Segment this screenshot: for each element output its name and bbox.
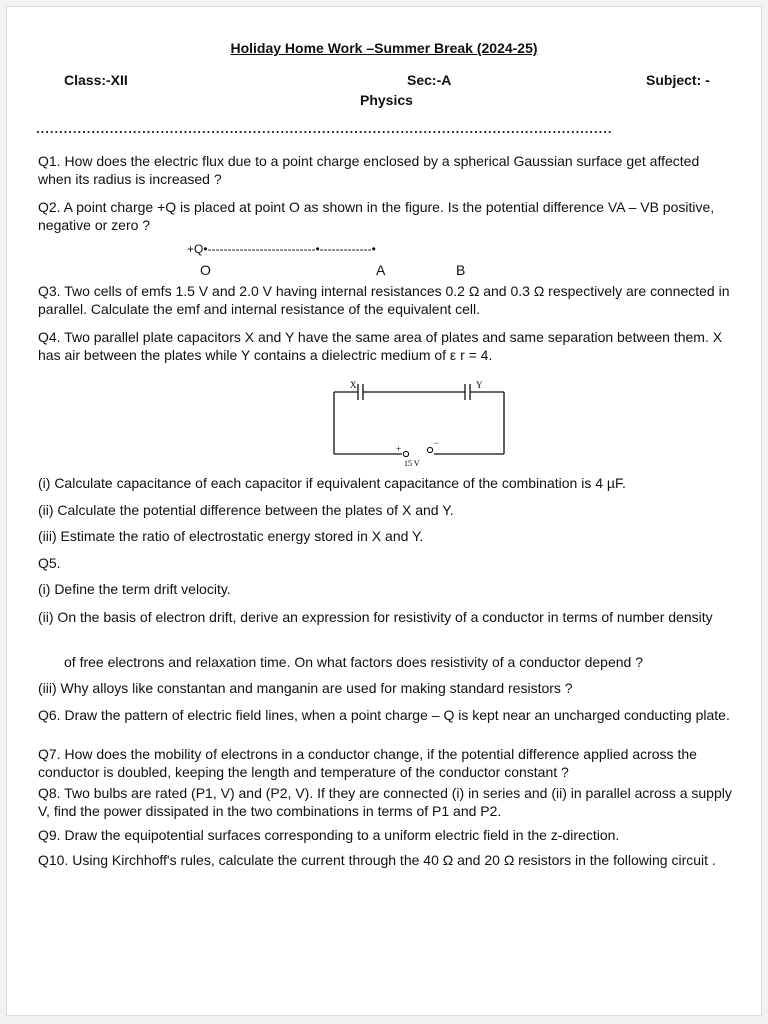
question-2: Q2. A point charge +Q is placed at point O as shown in the figure. Is the potential difference VA – VB positive, negative or zero ? bbox=[38, 199, 715, 233]
separator-line: ............................................................................................................................. bbox=[36, 121, 613, 136]
question-1: Q1. How does the electric flux due to a point charge enclosed by a spherical Gaussian surface get affected when its radius is increased ? bbox=[38, 153, 700, 187]
q5-part-2: (ii) On the basis of electron drift, derive an expression for resistivity of a conductor in terms of number density bbox=[38, 609, 713, 625]
worksheet-title: Holiday Home Work –Summer Break (2024-25) bbox=[230, 40, 538, 56]
q4-part-1: (i) Calculate capacitance of each capacitor if equivalent capacitance of the combination is 4 µF. bbox=[38, 475, 626, 491]
q4-terminal-positive bbox=[403, 451, 408, 456]
q4-circuit-diagram bbox=[330, 378, 510, 470]
subject-label: Subject: - bbox=[646, 72, 710, 88]
q5-part-2-continued: of free electrons and relaxation time. On what factors does resistivity of a conductor depend ? bbox=[64, 654, 643, 670]
q4-label-x: X bbox=[350, 380, 357, 390]
question-6: Q6. Draw the pattern of electric field lines, when a point charge – Q is kept near an uncharged conducting plate. bbox=[38, 707, 730, 723]
question-5: Q5. bbox=[38, 555, 61, 571]
question-8: Q8. Two bulbs are rated (P1, V) and (P2, V). If they are connected (i) in series and (ii) in parallel across a supply V, find the power dissipated in the two combinations in terms of P1 and P2. bbox=[38, 785, 732, 819]
subject-name: Physics bbox=[360, 92, 413, 108]
q4-part-3: (iii) Estimate the ratio of electrostatic energy stored in X and Y. bbox=[38, 528, 424, 544]
question-3: Q3. Two cells of emfs 1.5 V and 2.0 V having internal resistances 0.2 Ω and 0.3 Ω respectively are connected in parallel. Calculate the emf and internal resistance of the equivalent cell. bbox=[38, 283, 730, 317]
q5-part-3: (iii) Why alloys like constantan and manganin are used for making standard resistors ? bbox=[38, 680, 573, 696]
question-10: Q10. Using Kirchhoff's rules, calculate the current through the 40 Ω and 20 Ω resistors in the following circuit . bbox=[38, 852, 716, 868]
q2-label-a: A bbox=[376, 262, 386, 278]
q2-charge-line: +Q•---------------------------•-------------• bbox=[187, 242, 376, 256]
section-label: Sec:-A bbox=[407, 72, 452, 88]
q4-minus-sign: − bbox=[434, 438, 440, 448]
q2-label-o: O bbox=[200, 262, 211, 278]
question-7: Q7. How does the mobility of electrons in a conductor change, if the potential difference applied across the conductor is doubled, keeping the length and temperature of the conductor constant ? bbox=[38, 746, 697, 780]
q4-label-y: Y bbox=[476, 380, 483, 390]
class-label: Class:-XII bbox=[64, 72, 128, 88]
q4-plus-sign: + bbox=[396, 444, 402, 454]
q4-part-2: (ii) Calculate the potential difference between the plates of X and Y. bbox=[38, 502, 454, 518]
question-4: Q4. Two parallel plate capacitors X and Y have the same area of plates and same separation between them. X has air between the plates while Y contains a dielectric medium of ε r = 4. bbox=[38, 329, 723, 363]
q5-part-1: (i) Define the term drift velocity. bbox=[38, 581, 231, 597]
q2-label-b: B bbox=[456, 262, 466, 278]
question-9: Q9. Draw the equipotential surfaces corresponding to a uniform electric field in the z-direction. bbox=[38, 827, 620, 843]
q4-terminal-negative bbox=[427, 447, 432, 452]
q4-voltage-label: 15 V bbox=[404, 459, 420, 468]
